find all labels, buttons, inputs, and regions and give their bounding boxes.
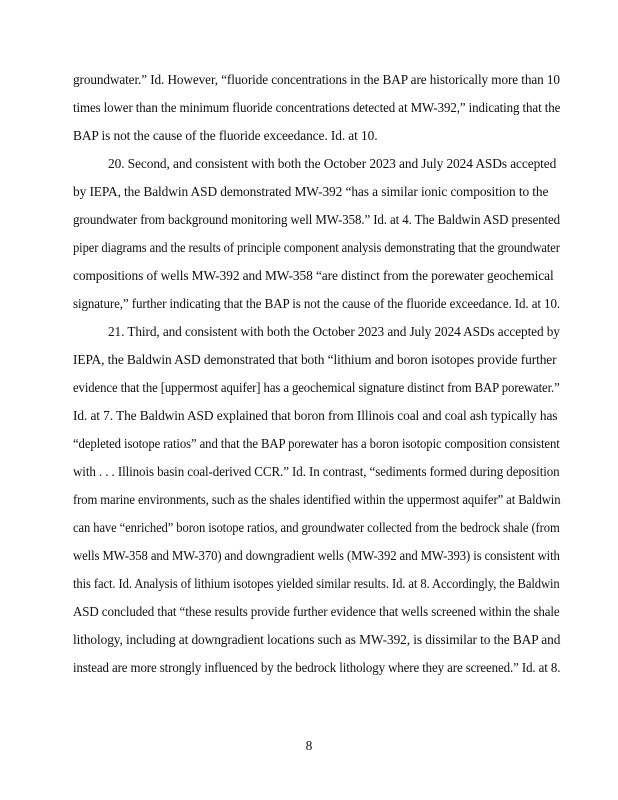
text-line: 21. Third, and consistent with both the October 2023 and July 2024 ASDs accepted by <box>108 324 560 339</box>
text-line: ASD concluded that “these results provide further evidence that wells screened within the shale <box>73 604 560 619</box>
text-line: 20. Second, and consistent with both the October 2023 and July 2024 ASDs accepted <box>108 156 557 171</box>
text-line: instead are more strongly influenced by the bedrock lithology where they are screened.” Id. at 8. <box>73 660 561 675</box>
text-line: wells MW-358 and MW-370) and downgradient wells (MW-392 and MW-393) is consistent with <box>73 548 560 563</box>
text-line: Id. at 7. The Baldwin ASD explained that boron from Illinois coal and coal ash typically has <box>73 408 558 423</box>
text-line: can have “enriched” boron isotope ratios, and groundwater collected from the bedrock shale (from <box>73 520 560 535</box>
text-line: piper diagrams and the results of principle component analysis demonstrating that the groundwater <box>73 240 560 255</box>
page-number: 8 <box>305 738 313 753</box>
text-line: groundwater from background monitoring well MW-358.” Id. at 4. The Baldwin ASD presented <box>73 212 561 227</box>
text-line: from marine environments, such as the shales identified within the uppermost aquifer” at Baldwin <box>73 492 561 507</box>
text-line: compositions of wells MW-392 and MW-358 “are distinct from the porewater geochemical <box>73 268 554 283</box>
text-line: this fact. Id. Analysis of lithium isotopes yielded similar results. Id. at 8. Accordingly, the Baldwin <box>73 576 560 591</box>
text-line: groundwater.” Id. However, “fluoride concentrations in the BAP are historically more than 10 <box>73 72 560 87</box>
text-line: IEPA, the Baldwin ASD demonstrated that both “lithium and boron isotopes provide further <box>73 352 557 367</box>
text-line: times lower than the minimum fluoride concentrations detected at MW-392,” indicating that the <box>73 100 561 115</box>
text-line: “depleted isotope ratios” and that the BAP porewater has a boron isotopic composition consistent <box>73 436 560 451</box>
text-line: BAP is not the cause of the fluoride exceedance. Id. at 10. <box>73 128 378 143</box>
text-line: lithology, including at downgradient locations such as MW-392, is dissimilar to the BAP and <box>73 632 561 647</box>
text-line: with . . . Illinois basin coal-derived CCR.” Id. In contrast, “sediments formed during deposition <box>73 464 560 479</box>
text-line: signature,” further indicating that the BAP is not the cause of the fluoride exceedance. Id. at 10. <box>73 296 560 311</box>
text-line: evidence that the [uppermost aquifer] has a geochemical signature distinct from BAP porewater.” <box>73 380 560 395</box>
text-line: by IEPA, the Baldwin ASD demonstrated MW-392 “has a similar ionic composition to the <box>73 184 549 199</box>
